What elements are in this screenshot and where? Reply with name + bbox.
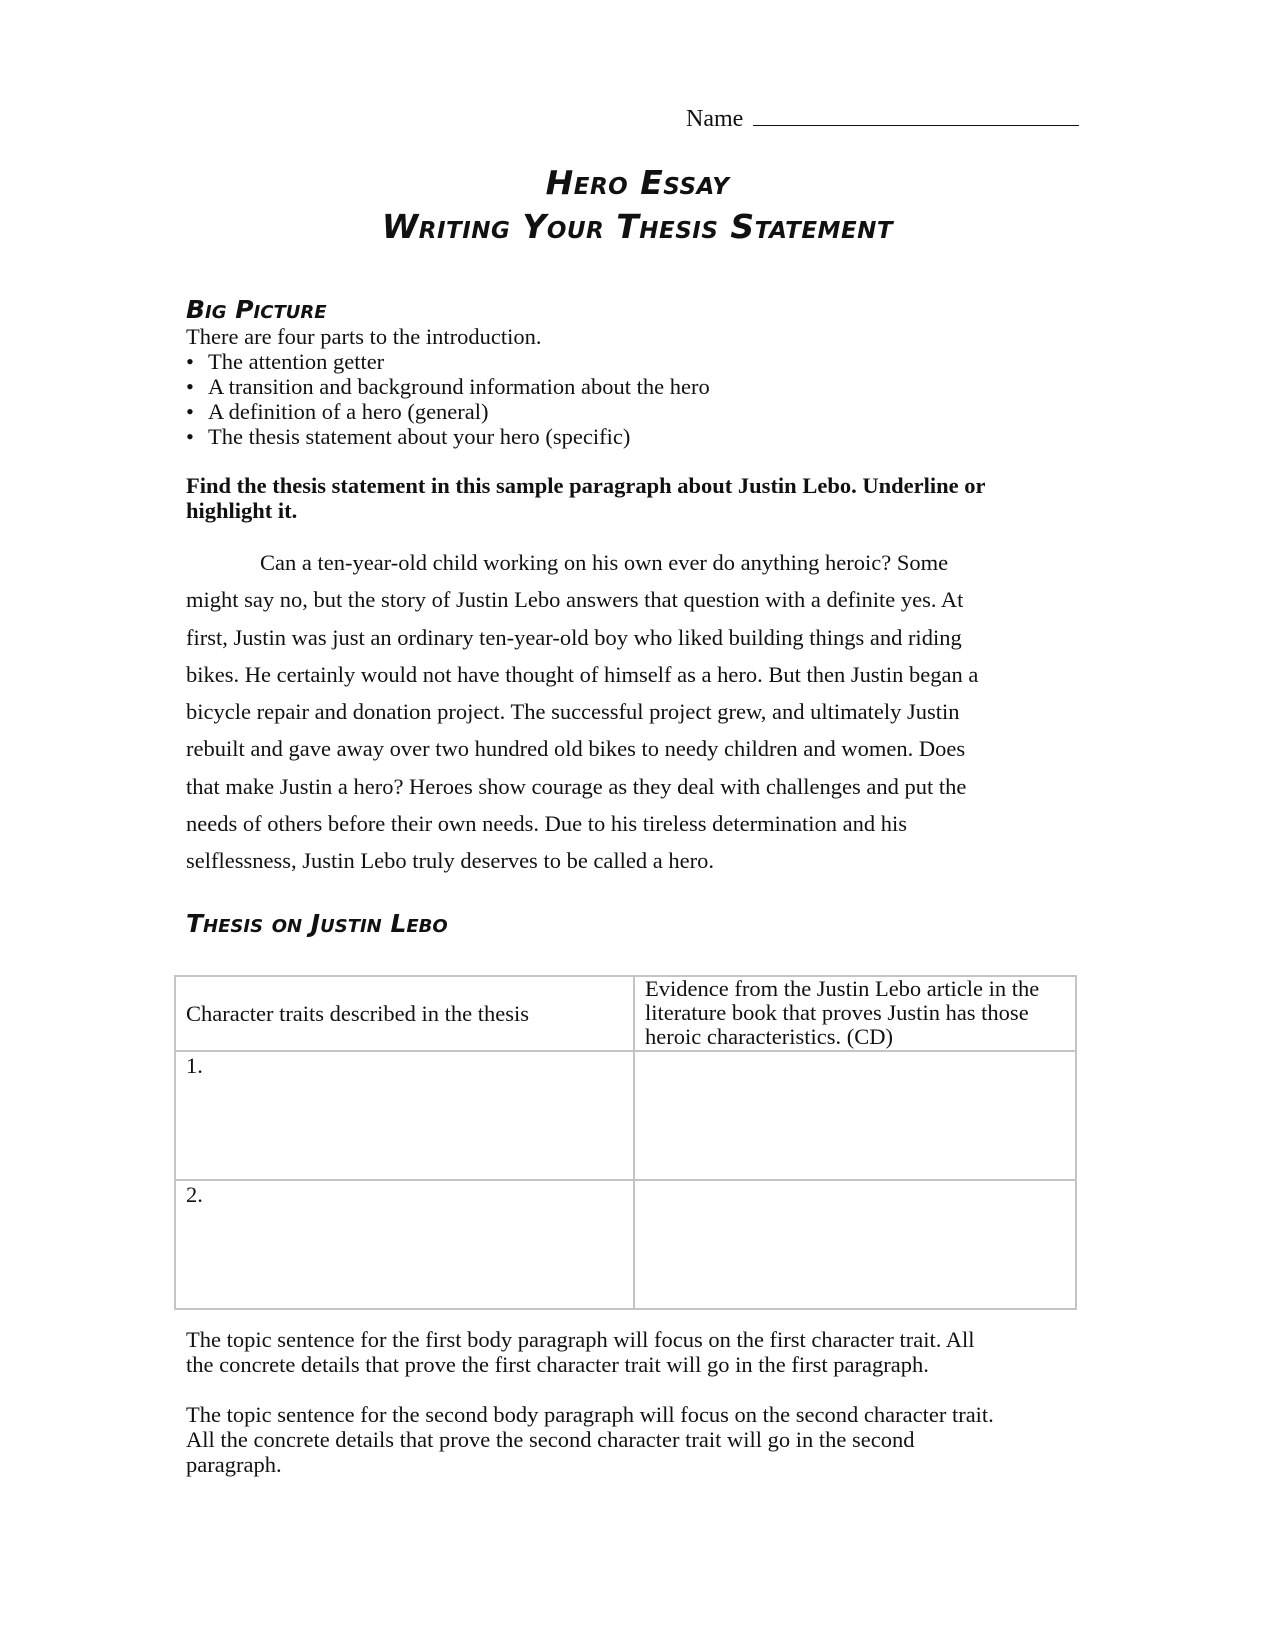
paragraph-line: first, Justin was just an ordinary ten-year-old boy who liked building things and riding bbox=[186, 624, 962, 650]
paragraph-line: selflessness, Justin Lebo truly deserves to be called a hero. bbox=[186, 848, 714, 874]
note-line: the concrete details that prove the first character trait will go in the first paragraph. bbox=[186, 1352, 929, 1377]
paragraph-line: that make Justin a hero? Heroes show courage as they deal with challenges and put the bbox=[186, 773, 967, 799]
list-item bbox=[186, 349, 710, 374]
paragraph-line: bikes. He certainly would not have thought of himself as a hero. But then Justin began a bbox=[186, 661, 979, 687]
bullet-icon: • bbox=[186, 374, 194, 399]
name-blank-line bbox=[753, 105, 1079, 126]
trait-cell-1[interactable]: 1. bbox=[175, 1051, 634, 1180]
list-item-text: The thesis statement about your hero (specific) bbox=[208, 424, 631, 449]
list-item-text: A definition of a hero (general) bbox=[208, 399, 489, 424]
paragraph-line: needs of others before their own needs. Due to his tireless determination and his bbox=[186, 811, 908, 837]
list-item-text: A transition and background information about the hero bbox=[208, 374, 710, 399]
document-subtitle: Writing Your Thesis Statement bbox=[381, 207, 894, 246]
bullet-icon: • bbox=[186, 399, 194, 424]
note-line: The topic sentence for the second body paragraph will focus on the second character trait. bbox=[186, 1402, 994, 1427]
list-item bbox=[186, 374, 710, 399]
bullet-icon: • bbox=[186, 349, 194, 374]
big-picture-heading: Big Picture bbox=[186, 295, 327, 324]
document-title: Hero Essay bbox=[545, 163, 730, 202]
list-item bbox=[186, 424, 710, 449]
evidence-cell-1[interactable] bbox=[634, 1051, 1076, 1180]
paragraph-line: might say no, but the story of Justin Lebo answers that question with a definite yes. At bbox=[186, 587, 964, 613]
table-row bbox=[175, 1180, 1076, 1309]
trait-cell-2[interactable]: 2. bbox=[175, 1180, 634, 1309]
traits-evidence-table bbox=[174, 975, 1077, 1310]
name-field bbox=[686, 105, 1079, 133]
table-row bbox=[175, 1051, 1076, 1180]
bullet-icon: • bbox=[186, 424, 194, 449]
note-line: paragraph. bbox=[186, 1452, 282, 1477]
note-line: The topic sentence for the first body paragraph will focus on the first character trait. All bbox=[186, 1327, 975, 1352]
note-line: All the concrete details that prove the second character trait will go in the second bbox=[186, 1427, 915, 1452]
name-label: Name bbox=[686, 106, 744, 132]
traits-column-header: Character traits described in the thesis bbox=[175, 976, 634, 1051]
first-body-paragraph-note bbox=[186, 1327, 1086, 1377]
intro-parts-list bbox=[186, 349, 710, 449]
evidence-column-header: Evidence from the Justin Lebo article in the literature book that proves Justin has those heroic characteristics. (CD) bbox=[634, 976, 1076, 1051]
paragraph-line: Can a ten-year-old child working on his own ever do anything heroic? Some bbox=[260, 550, 949, 575]
second-body-paragraph-note bbox=[186, 1402, 1086, 1477]
evidence-cell-2[interactable] bbox=[634, 1180, 1076, 1309]
big-picture-intro: There are four parts to the introduction. bbox=[186, 324, 542, 349]
paragraph-line: rebuilt and gave away over two hundred old bikes to needy children and women. Does bbox=[186, 736, 966, 762]
list-item-text: The attention getter bbox=[208, 349, 385, 374]
paragraph-line: bicycle repair and donation project. The successful project grew, and ultimately Justin bbox=[186, 699, 960, 725]
sample-paragraph bbox=[186, 544, 1086, 880]
table-header-row bbox=[175, 976, 1076, 1051]
thesis-heading: Thesis on Justin Lebo bbox=[186, 909, 448, 938]
list-item bbox=[186, 399, 710, 424]
instruction-text: Find the thesis statement in this sample paragraph about Justin Lebo. Underline or highlight it. bbox=[186, 473, 986, 523]
